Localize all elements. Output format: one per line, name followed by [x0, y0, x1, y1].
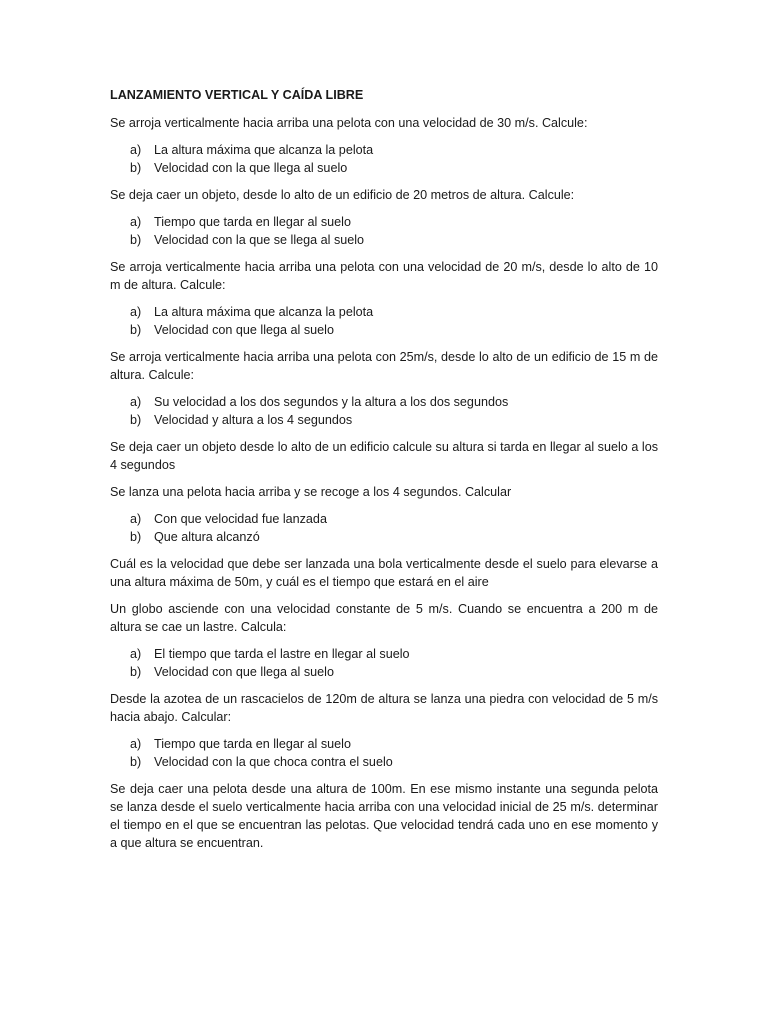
list-item-marker: a) — [130, 305, 142, 319]
problem-subitems — [110, 141, 658, 177]
problem-statement: Se lanza una pelota hacia arriba y se recoge a los 4 segundos. Calcular — [110, 485, 512, 499]
list-item — [110, 735, 658, 753]
list-item-marker: a) — [130, 647, 142, 661]
list-item — [110, 141, 658, 159]
list-item-text: Velocidad con la que llega al suelo — [154, 161, 348, 175]
list-item-text: Velocidad con que llega al suelo — [154, 323, 334, 337]
list-item-marker: b) — [130, 755, 142, 769]
list-item-text: Su velocidad a los dos segundos y la altura a los dos segundos — [154, 395, 509, 409]
list-item-marker: a) — [130, 512, 142, 526]
list-item — [110, 159, 658, 177]
list-item-marker: a) — [130, 395, 142, 409]
list-item — [110, 663, 658, 681]
list-item-text: La altura máxima que alcanza la pelota — [154, 143, 374, 157]
list-item-text: Velocidad y altura a los 4 segundos — [154, 413, 353, 427]
problem-statement: Se deja caer un objeto, desde lo alto de un edificio de 20 metros de altura. Calcule: — [110, 188, 575, 202]
problem-subitems — [110, 213, 658, 249]
list-item-text: Velocidad con la que se llega al suelo — [154, 233, 365, 247]
list-item — [110, 303, 658, 321]
list-item-marker: b) — [130, 530, 142, 544]
document-content — [110, 86, 658, 861]
list-item — [110, 321, 658, 339]
problem-statement: Un globo asciende con una velocidad constante de 5 m/s. Cuando se encuentra a 200 m de altura se cae un lastre. Calcula: — [110, 602, 658, 634]
list-item — [110, 393, 658, 411]
list-item-marker: a) — [130, 737, 142, 751]
problem-subitems — [110, 645, 658, 681]
problem-statement: Desde la azotea de un rascacielos de 120m de altura se lanza una piedra con velocidad de 5 m/s hacia abajo. Calcular: — [110, 692, 658, 724]
list-item — [110, 231, 658, 249]
list-item — [110, 645, 658, 663]
list-item — [110, 753, 658, 771]
list-item-text: Que altura alcanzó — [154, 530, 260, 544]
problem-list — [110, 114, 658, 852]
list-item-marker: b) — [130, 323, 142, 337]
problem-statement: Se arroja verticalmente hacia arriba una pelota con 25m/s, desde lo alto de un edificio de 15 m de altura. Calcule: — [110, 350, 658, 382]
problem-subitems — [110, 735, 658, 771]
problem-statement: Se deja caer un objeto desde lo alto de un edificio calcule su altura si tarda en llegar al suelo a los 4 segundos — [110, 440, 658, 472]
problem-subitems — [110, 303, 658, 339]
list-item — [110, 510, 658, 528]
list-item-marker: b) — [130, 233, 142, 247]
list-item-marker: b) — [130, 161, 142, 175]
problem-statement: Se arroja verticalmente hacia arriba una pelota con una velocidad de 30 m/s. Calcule: — [110, 116, 588, 130]
list-item-text: El tiempo que tarda el lastre en llegar al suelo — [154, 647, 410, 661]
problem-subitems — [110, 510, 658, 546]
list-item — [110, 213, 658, 231]
list-item-text: Tiempo que tarda en llegar al suelo — [154, 737, 351, 751]
list-item-text: Velocidad con que llega al suelo — [154, 665, 334, 679]
list-item — [110, 528, 658, 546]
list-item-text: La altura máxima que alcanza la pelota — [154, 305, 374, 319]
list-item-marker: b) — [130, 665, 142, 679]
problem-statement: Se deja caer una pelota desde una altura de 100m. En ese mismo instante una segunda pelota se lanza desde el suelo verticalmente hacia arriba con una velocidad inicial de 25 m/s. determinar el tiempo en el que se encuentran las pelotas. Que velocidad tendrá cada uno en ese momento y a que altura se encuentran. — [110, 782, 658, 850]
list-item — [110, 411, 658, 429]
document-title: LANZAMIENTO VERTICAL Y CAÍDA LIBRE — [110, 88, 364, 102]
problem-statement: Se arroja verticalmente hacia arriba una pelota con una velocidad de 20 m/s, desde lo alto de 10 m de altura. Calcule: — [110, 260, 658, 292]
list-item-marker: a) — [130, 143, 142, 157]
list-item-text: Velocidad con la que choca contra el suelo — [154, 755, 393, 769]
problem-statement: Cuál es la velocidad que debe ser lanzada una bola verticalmente desde el suelo para elevarse a una altura máxima de 50m, y cuál es el tiempo que estará en el aire — [110, 557, 658, 589]
list-item-marker: a) — [130, 215, 142, 229]
list-item-marker: b) — [130, 413, 142, 427]
list-item-text: Con que velocidad fue lanzada — [154, 512, 327, 526]
problem-subitems — [110, 393, 658, 429]
list-item-text: Tiempo que tarda en llegar al suelo — [154, 215, 351, 229]
